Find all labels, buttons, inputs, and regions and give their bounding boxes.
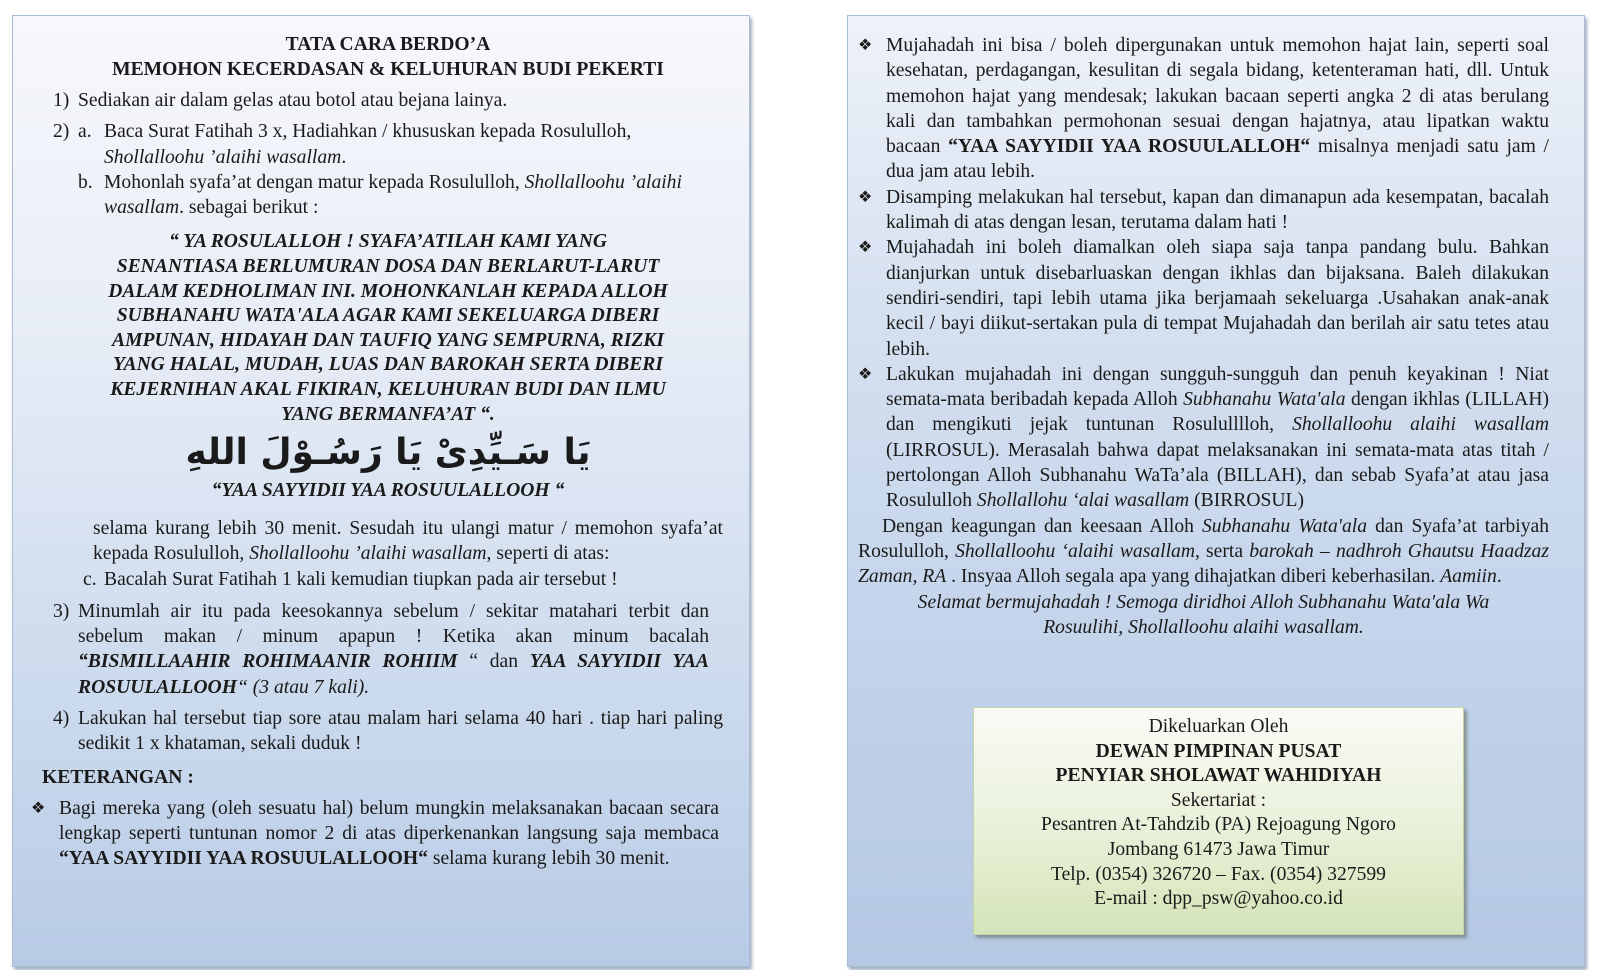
diamond-bullet-icon: ❖: [858, 239, 873, 257]
text-segment: dan Syafa’at tarbiyah Rosululloh,: [858, 515, 1549, 562]
text-segment: Mohonlah syafa’at dengan matur kepada Rosululloh,: [104, 171, 525, 193]
text-segment: (LIRROSUL). Merasalah bahwa dapat melaksanakan ini semata-mata atas titah / pertolongan Alloh Subhanahu WaTa’ala (BILLAH), dan sebab Syafa’at atau jasa Rosululloh: [886, 439, 1549, 512]
closing-paragraph: [858, 514, 1549, 590]
publisher-box: [973, 707, 1464, 935]
step-3: [53, 599, 723, 700]
note-bullet: [858, 235, 1549, 361]
step-2c: [53, 567, 723, 592]
keterangan-heading: KETERANGAN :: [42, 766, 194, 788]
step-1: [53, 88, 723, 113]
text-segment: Subhanahu Wata'ala: [1202, 515, 1368, 537]
step-text: [104, 567, 618, 592]
text-segment: Sediakan air dalam gelas atau botol atau bejana lainya.: [78, 90, 508, 111]
text-segment: Lakukan mujahadah ini dengan sungguh-sungguh dan penuh keyakinan ! Niat semata-mata beribadah kepada Alloh: [886, 363, 1549, 411]
text-segment: .: [1496, 566, 1502, 588]
right-page: [847, 15, 1585, 967]
text-segment: “YAA SAYYIDII YAA ROSUULALLOOH“: [59, 848, 428, 870]
step-2a: [53, 119, 723, 170]
diamond-bullet-icon: ❖: [858, 37, 873, 54]
title-line-1: TATA CARA BERDO’A: [285, 34, 491, 55]
step-text: [78, 706, 723, 757]
text-segment: “BISMILLAAHIR ROHIMAANIR ROHIIM: [78, 651, 458, 673]
diamond-bullet-icon: ❖: [858, 188, 873, 206]
diamond-bullet-icon: ❖: [858, 365, 873, 383]
note-bullet: [31, 796, 723, 872]
title-line-2: MEMOHON KECERDASAN & KELUHURAN BUDI PEKERTI: [112, 59, 664, 80]
prayer-line: SUBHANAHU WATA'ALA AGAR KAMI SEKELUARGA DIBERI: [116, 305, 660, 327]
after-prayer-text: [53, 516, 723, 567]
prayer-line: AMPUNAN, HIDAYAH DAN TAUFIQ YANG SEMPURNA, RIZKI: [112, 329, 664, 351]
text-segment: YAA SAYYIDII YAA ROSUULALLOOH: [78, 651, 710, 698]
note-bullet: [858, 33, 1549, 185]
text-segment: Mujahadah ini boleh diamalkan oleh siapa saja tanpa pandang bulu. Bahkan dianjurkan untuk disebarluaskan dengan ikhlas dan bijaksana. Baleh dilakukan sendiri-sendiri, tapi lebih utama jika berjamaah sekeluarga .Usahakan anak-anak kecil / bayi diikut-sertakan pula di tempat Mujahadah dan berilah air satu tetes atau lebih.: [886, 237, 1549, 360]
text-segment: Shollalloohu ‘alaihi wasallam: [955, 540, 1195, 562]
step-number: 3): [53, 600, 70, 622]
step-text: [104, 170, 723, 221]
note-text: [886, 235, 1549, 361]
sub-letter: c.: [83, 569, 97, 591]
closing-wish: Selamat bermujahadah ! Semoga diridhoi Alloh Subhanahu Wata'ala Wa Rosuulihi, Shollalloohu alaihi wasallam.: [917, 591, 1490, 638]
step-number: 4): [53, 707, 70, 729]
organization-line-1: DEWAN PIMPINAN PUSAT: [1095, 740, 1342, 762]
text-segment: barokah – nadhroh Ghautsu Haadzaz Zaman, RA: [858, 540, 1549, 588]
prayer-line: YANG HALAL, MUDAH, LUAS DAN BAROKAH SERTA DIBERI: [112, 354, 664, 376]
text-segment: . sebagai berikut :: [179, 197, 319, 219]
secretariat-label: Sekertariat :: [1170, 789, 1267, 811]
text-segment: . Insyaa Alloh segala apa yang dihajatkan diberi keberhasilan.: [946, 566, 1441, 588]
note-text: [886, 362, 1549, 514]
text-segment: Aamiin: [1440, 566, 1497, 588]
text-segment: Baca Surat Fatihah 3 x, Hadiahkan / khususkan kepada Rosululloh,: [104, 121, 632, 143]
text-segment: Lakukan hal tersebut tiap sore atau malam hari selama 40 hari . tiap hari paling sedikit 1 x khataman, sekali duduk !: [78, 707, 723, 755]
text-segment: dengan ikhlas (LILLAH) dan mengikuti jejak tuntunan Rosululllloh,: [886, 389, 1550, 436]
text-segment: selama kurang lebih 30 menit. Sesudah itu ulangi matur / memohon syafa’at kepada Rosululloh,: [93, 517, 723, 565]
prayer-line: DALAM KEDHOLIMAN INI. MOHONKANLAH KEPADA ALLOH: [108, 280, 668, 302]
sub-letter: a.: [78, 121, 92, 143]
address-line-1: Pesantren At-Tahdzib (PA) Rejoagung Ngoro: [1041, 814, 1396, 836]
text-segment: Disamping melakukan hal tersebut, kapan dan dimanapun ada kesempatan, bacalah kalimah di atas dengan lesan, terutama dalam hati !: [886, 186, 1549, 234]
prayer-block: [53, 230, 723, 427]
organization-line-2: PENYIAR SHOLAWAT WAHIDIYAH: [1055, 765, 1382, 787]
step-number: 2): [53, 121, 70, 143]
step-text: [104, 119, 723, 170]
text-segment: “YAA SAYYIDII YAA ROSUULALLOH“: [948, 136, 1311, 158]
prayer-line: “ YA ROSULALLOH ! SYAFA’ATILAH KAMI YANG: [168, 231, 608, 253]
address-line-2: Jombang 61473 Jawa Timur: [1107, 838, 1330, 860]
step-number: 1): [53, 90, 70, 111]
prayer-line: YANG BERMANFA’AT “.: [281, 403, 495, 425]
text-segment: Dengan keagungan dan keesaan Alloh: [882, 515, 1202, 537]
diamond-bullet-icon: ❖: [31, 799, 46, 817]
text-segment: “ dan: [457, 651, 530, 673]
text-segment: Mujahadah ini bisa / boleh dipergunakan untuk memohon hajat lain, seperti soal kesehatan, perdagangan, kesulitan di segala bidang, ketenteraman hati, dll. Untuk memohon hajat yang mendesak; lakukan bacaan seperti angka 2 di atas berulang kali dan tambahkan permohonan sesuai dengan hajatnya, atau lipatkan waktu bacaan: [886, 35, 1549, 158]
prayer-line: KEJERNIHAN AKAL FIKIRAN, KELUHURAN BUDI DAN ILMU: [110, 379, 666, 401]
email[interactable]: E-mail : dpp_psw@yahoo.co.id: [1094, 888, 1343, 910]
text-segment: “ (3 atau 7 kali).: [236, 676, 370, 698]
step-text: [78, 88, 507, 113]
text-segment: Shollalloohu alaihi wasallam: [1292, 414, 1550, 436]
note-text: [886, 33, 1549, 185]
left-page: [12, 15, 750, 967]
text-segment: Bagi mereka yang (oleh sesuatu hal) belum mungkin melaksanakan bacaan secara lengkap seperti tuntunan nomor 2 di atas diperkenankan langsung saja membaca: [59, 797, 719, 845]
text-segment: Shollalloohu ’alaihi wasallam: [104, 171, 682, 219]
text-segment: .: [341, 146, 347, 168]
sub-letter: b.: [78, 171, 93, 193]
issued-by: Dikeluarkan Oleh: [1148, 716, 1289, 737]
note-bullet: [858, 362, 1549, 514]
text-segment: Shollallohu ‘alai wasallam: [976, 490, 1190, 512]
note-bullet: [858, 185, 1549, 236]
phone-fax: Telp. (0354) 326720 – Fax. (0354) 327599: [1051, 863, 1386, 885]
text-segment: Shollalloohu ’alaihi wasallam: [249, 543, 487, 565]
text-segment: (BIRROSUL): [1189, 490, 1305, 512]
text-segment: Bacalah Surat Fatihah 1 kali kemudian tiupkan pada air tersebut !: [104, 569, 618, 591]
note-text: [886, 185, 1549, 236]
prayer-line: SENANTIASA BERLUMURAN DOSA DAN BERLARUT-LARUT: [116, 256, 660, 278]
step-text: [78, 599, 723, 700]
step-2b: [53, 170, 723, 221]
text-segment: , serta: [1194, 540, 1250, 562]
step-4: [53, 706, 723, 757]
text-segment: selama kurang lebih 30 menit.: [427, 848, 670, 870]
transliteration: “YAA SAYYIDII YAA ROSUULALLOOH “: [211, 480, 565, 502]
arabic-text: يَا سَـيِّدِىْ يَا رَسُـوْلَ اللهِ: [185, 432, 591, 474]
notes-list: [858, 33, 1549, 514]
text-segment: misalnya menjadi satu jam / dua jam atau lebih.: [886, 136, 1549, 183]
text-segment: Shollalloohu ’alaihi wasallam: [104, 146, 342, 168]
text-segment: Minumlah air itu pada keesokannya sebelum / sekitar matahari terbit dan sebelum makan / minum apapun ! Ketika akan minum bacalah: [78, 600, 709, 648]
text-segment: Subhanahu Wata'ala: [1183, 389, 1346, 411]
text-segment: , seperti di atas:: [486, 543, 610, 565]
note-text: [59, 796, 719, 872]
